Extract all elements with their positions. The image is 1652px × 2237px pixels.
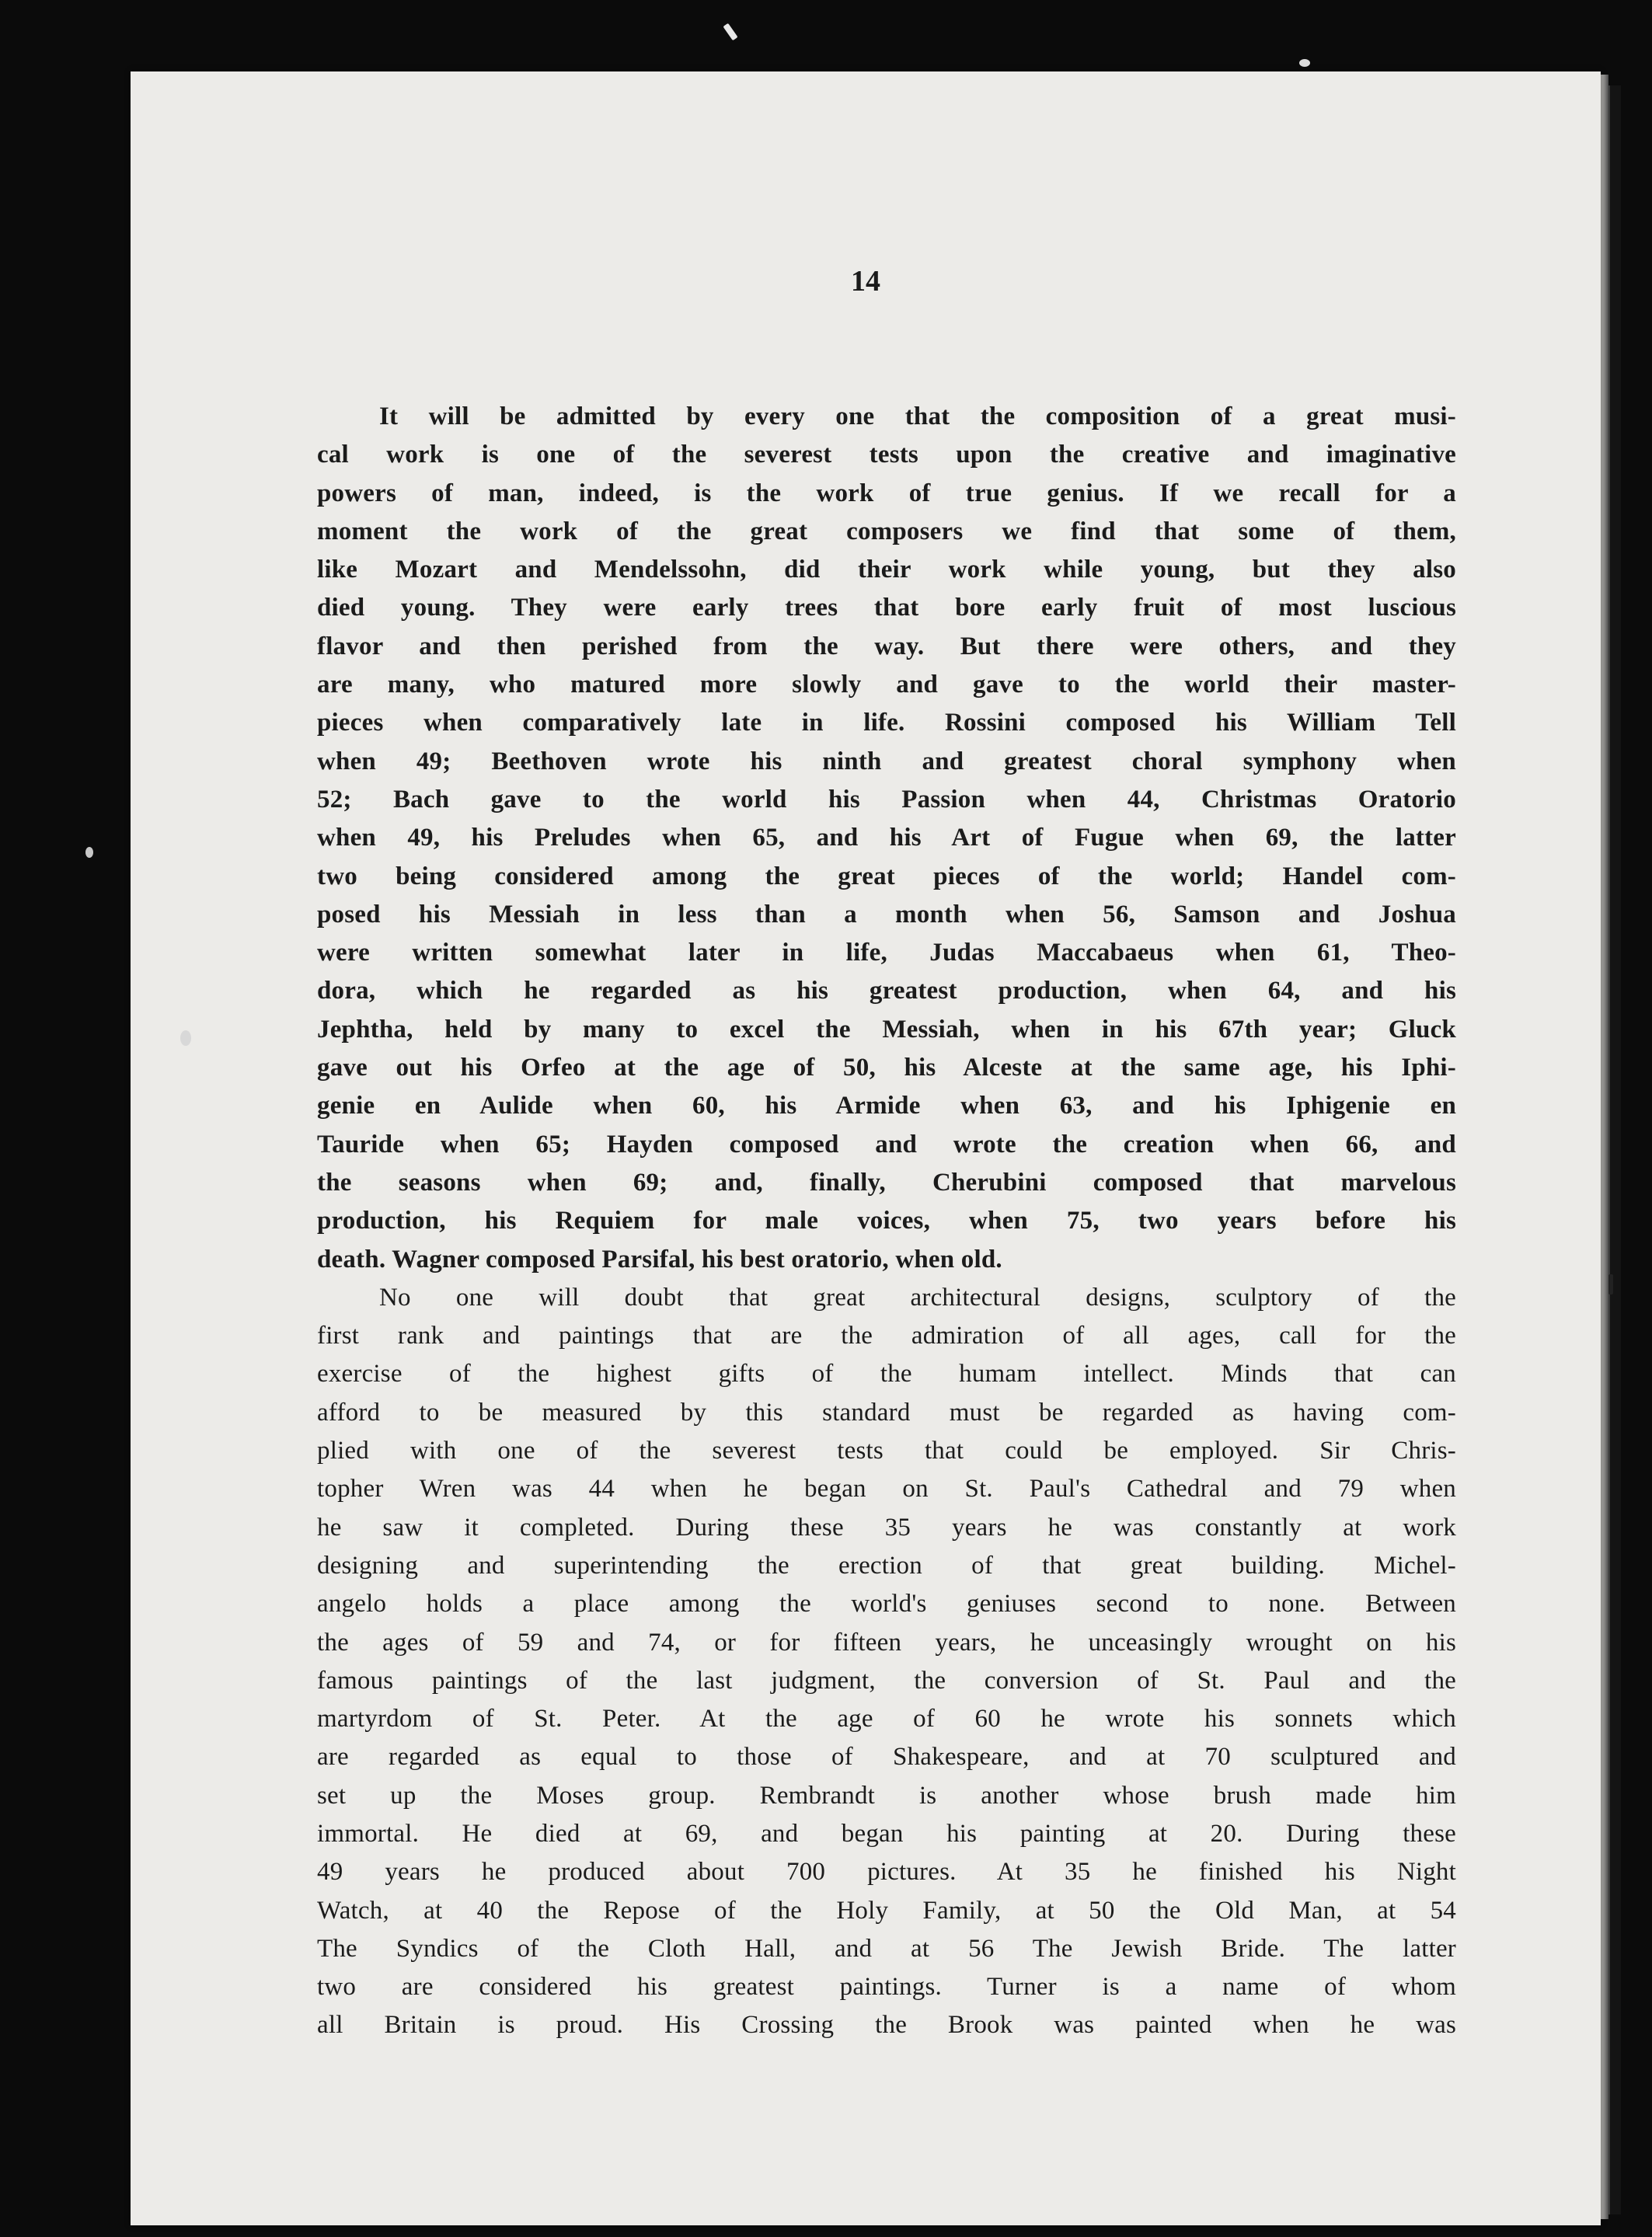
text-line: are regarded as equal to those of Shakespeare, and at 70 sculptured and	[317, 1743, 1456, 1772]
text-line: famous paintings of the last judgment, the conversion of St. Paul and the	[317, 1666, 1456, 1695]
body-text	[317, 398, 1456, 2045]
text-line: he saw it completed. During these 35 years he was constantly at work	[317, 1513, 1456, 1542]
paragraph-artists	[317, 1279, 1456, 2045]
text-line: pieces when comparatively late in life. Rossini composed his William Tell	[317, 709, 1456, 737]
text-line: first rank and paintings that are the admiration of all ages, call for the	[317, 1322, 1456, 1350]
text-line: two are considered his greatest paintings. Turner is a name of whom	[317, 1973, 1456, 2002]
text-line: were written somewhat later in life, Judas Maccabaeus when 61, Theo-	[317, 939, 1456, 967]
text-line: when 49; Beethoven wrote his ninth and greatest choral symphony when	[317, 747, 1456, 775]
text-line: Jephtha, held by many to excel the Messiah, when in his 67th year; Gluck	[317, 1015, 1456, 1044]
text-line: flavor and then perished from the way. But there were others, and they	[317, 632, 1456, 660]
text-line: died young. They were early trees that bore early fruit of most luscious	[317, 594, 1456, 622]
text-line: cal work is one of the severest tests upon the creative and imaginative	[317, 441, 1456, 469]
scan-speck	[85, 847, 93, 858]
text-line: 49 years he produced about 700 pictures. At 35 he finished his Night	[317, 1858, 1456, 1887]
text-line: exercise of the highest gifts of the humam intellect. Minds that can	[317, 1360, 1456, 1389]
text-line: production, his Requiem for male voices, when 75, two years before his	[317, 1207, 1456, 1235]
text-line: like Mozart and Mendelssohn, did their work while young, but they also	[317, 556, 1456, 584]
page-edge-shadow	[1601, 75, 1608, 2219]
text-line: 52; Bach gave to the world his Passion when 44, Christmas Oratorio	[317, 785, 1456, 814]
text-line: immortal. He died at 69, and began his painting at 20. During these	[317, 1819, 1456, 1848]
text-line: are many, who matured more slowly and gave to the world their master-	[317, 671, 1456, 699]
text-line: It will be admitted by every one that the composition of a great musi-	[379, 402, 1456, 430]
text-line: when 49, his Preludes when 65, and his Art of Fugue when 69, the latter	[317, 824, 1456, 852]
scan-speck	[1608, 1274, 1613, 1294]
text-line: afford to be measured by this standard must be regarded as having com-	[317, 1398, 1456, 1427]
text-line: plied with one of the severest tests that could be employed. Sir Chris-	[317, 1437, 1456, 1465]
document-page	[131, 71, 1601, 2225]
text-line: No one will doubt that great architectural designs, sculptory of the	[379, 1283, 1456, 1312]
text-line: genie en Aulide when 60, his Armide when 63, and his Iphigenie en	[317, 1092, 1456, 1120]
paragraph-composers	[317, 398, 1456, 1279]
text-line: moment the work of the great composers we find that some of them,	[317, 517, 1456, 545]
text-line: posed his Messiah in less than a month when 56, Samson and Joshua	[317, 900, 1456, 929]
text-line: Watch, at 40 the Repose of the Holy Family, at 50 the Old Man, at 54	[317, 1896, 1456, 1925]
text-line: martyrdom of St. Peter. At the age of 60 he wrote his sonnets which	[317, 1705, 1456, 1734]
text-line: two being considered among the great pieces of the world; Handel com-	[317, 862, 1456, 890]
text-line: Tauride when 65; Hayden composed and wrote the creation when 66, and	[317, 1130, 1456, 1159]
text-line: angelo holds a place among the world's geniuses second to none. Between	[317, 1590, 1456, 1619]
scan-speck	[180, 1030, 191, 1046]
text-line: all Britain is proud. His Crossing the Brook was painted when he was	[317, 2011, 1456, 2040]
text-line: the ages of 59 and 74, or for fifteen years, he unceasingly wrought on his	[317, 1628, 1456, 1657]
text-line: topher Wren was 44 when he began on St. Paul's Cathedral and 79 when	[317, 1475, 1456, 1504]
text-line: dora, which he regarded as his greatest production, when 64, and his	[317, 977, 1456, 1005]
text-line: powers of man, indeed, is the work of true genius. If we recall for a	[317, 479, 1456, 507]
text-line: death. Wagner composed Parsifal, his best oratorio, when old.	[317, 1245, 1002, 1274]
text-line: the seasons when 69; and, finally, Cherubini composed that marvelous	[317, 1168, 1456, 1197]
text-line: The Syndics of the Cloth Hall, and at 56 The Jewish Bride. The latter	[317, 1934, 1456, 1963]
text-line: set up the Moses group. Rembrandt is another whose brush made him	[317, 1781, 1456, 1810]
page-number: 14	[851, 265, 880, 298]
next-page-edge	[1608, 85, 1621, 2214]
text-line: gave out his Orfeo at the age of 50, his Alceste at the same age, his Iphi-	[317, 1054, 1456, 1082]
text-line: designing and superintending the erection of that great building. Michel-	[317, 1551, 1456, 1580]
scan-speck	[1299, 59, 1310, 67]
